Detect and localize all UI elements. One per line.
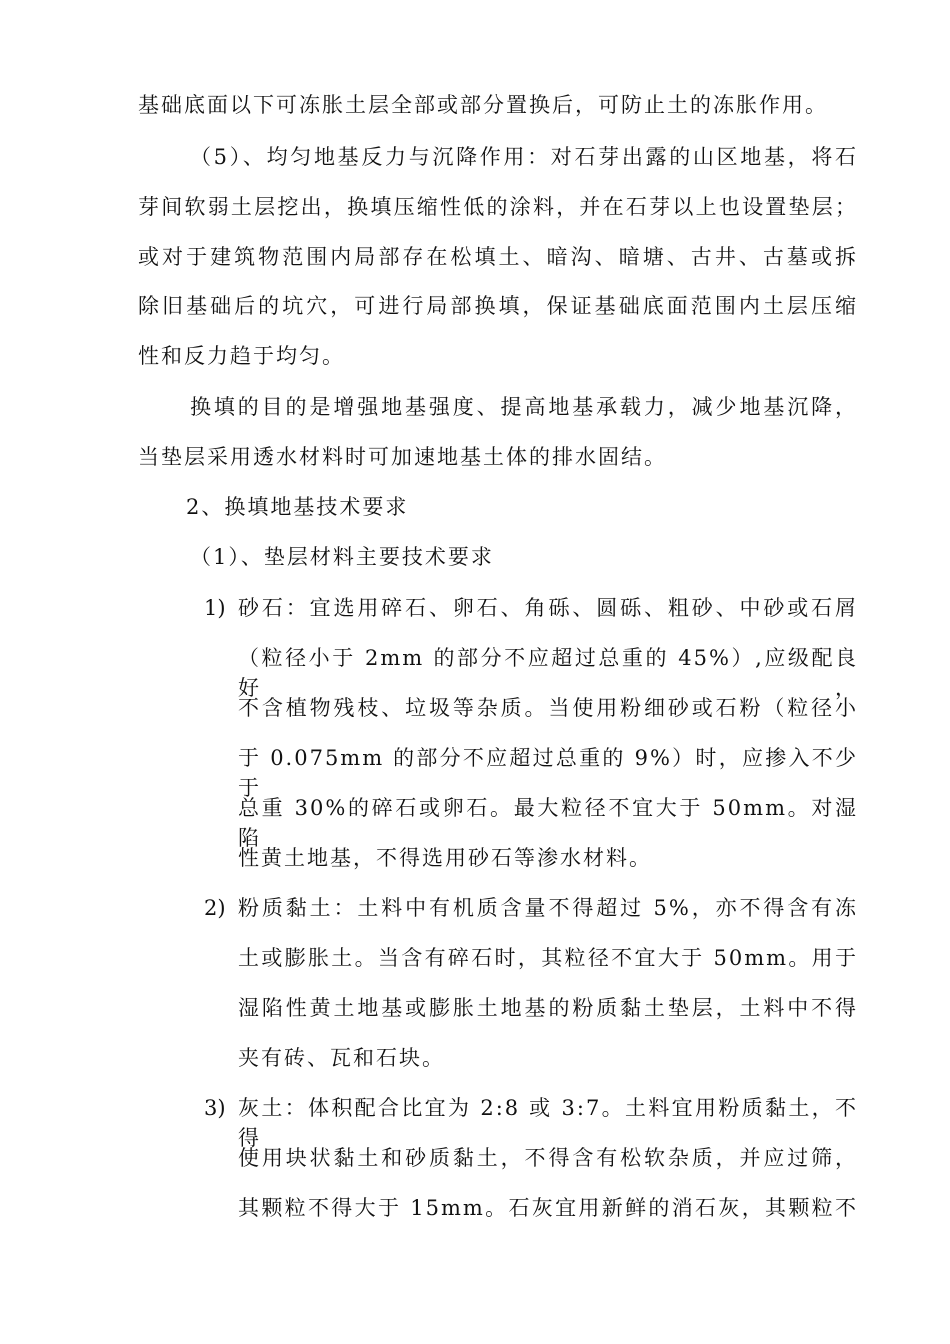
list-item-line: 土或膨胀土。当含有碎石时，其粒径不宜大于 50mm。用于: [238, 946, 858, 970]
section-heading: 2、换填地基技术要求: [186, 495, 409, 519]
list-item-line: 砂石：宜选用碎石、卵石、角砾、圆砾、粗砂、中砂或石屑: [238, 596, 858, 620]
list-item-line: （粒径小于 2mm 的部分不应超过总重的 45%）,应级配良好，: [238, 646, 858, 700]
paragraph-line: 除旧基础后的坑穴，可进行局部换填，保证基础底面范围内土层压缩: [138, 294, 858, 318]
list-item-line: 夹有砖、瓦和石块。: [238, 1046, 445, 1070]
list-item-line: 粉质黏土：土料中有机质含量不得超过 5%，亦不得含有冻: [238, 896, 858, 920]
list-item-line: 湿陷性黄土地基或膨胀土地基的粉质黏土垫层，土料中不得: [238, 996, 858, 1020]
list-item-number: 2): [204, 896, 226, 920]
paragraph-line: 性和反力趋于均匀。: [138, 344, 345, 368]
list-item-line: 于 0.075mm 的部分不应超过总重的 9%）时，应掺入不少于: [238, 746, 858, 800]
list-item-line: 其颗粒不得大于 15mm。石灰宜用新鲜的消石灰，其颗粒不: [238, 1196, 858, 1220]
list-item-line: 性黄土地基，不得选用砂石等渗水材料。: [238, 846, 652, 870]
list-item-line: 不含植物残枝、垃圾等杂质。当使用粉细砂或石粉（粒径小: [238, 696, 858, 720]
paragraph-line: 当垫层采用透水材料时可加速地基土体的排水固结。: [138, 445, 667, 469]
paragraph-line: 换填的目的是增强地基强度、提高地基承载力，减少地基沉降，: [190, 395, 858, 419]
paragraph-line: 或对于建筑物范围内局部存在松填土、暗沟、暗塘、古井、古墓或拆: [138, 245, 858, 269]
subsection-heading: （1）、垫层材料主要技术要求: [190, 545, 494, 569]
paragraph-line: 基础底面以下可冻胀土层全部或部分置换后，可防止土的冻胀作用。: [138, 93, 828, 117]
paragraph-line: （5）、均匀地基反力与沉降作用：对石芽出露的山区地基，将石: [190, 145, 858, 169]
list-item-line: 灰土：体积配合比宜为 2:8 或 3:7。土料宜用粉质黏土，不得: [238, 1096, 858, 1150]
list-item-number: 1): [204, 596, 226, 620]
list-item-number: 3): [204, 1096, 226, 1120]
list-item-line: 总重 30%的碎石或卵石。最大粒径不宜大于 50mm。对湿陷: [238, 796, 858, 850]
paragraph-line: 芽间软弱土层挖出，换填压缩性低的涂料，并在石芽以上也设置垫层；: [138, 195, 858, 219]
list-item-line: 使用块状黏土和砂质黏土，不得含有松软杂质，并应过筛，: [238, 1146, 858, 1170]
